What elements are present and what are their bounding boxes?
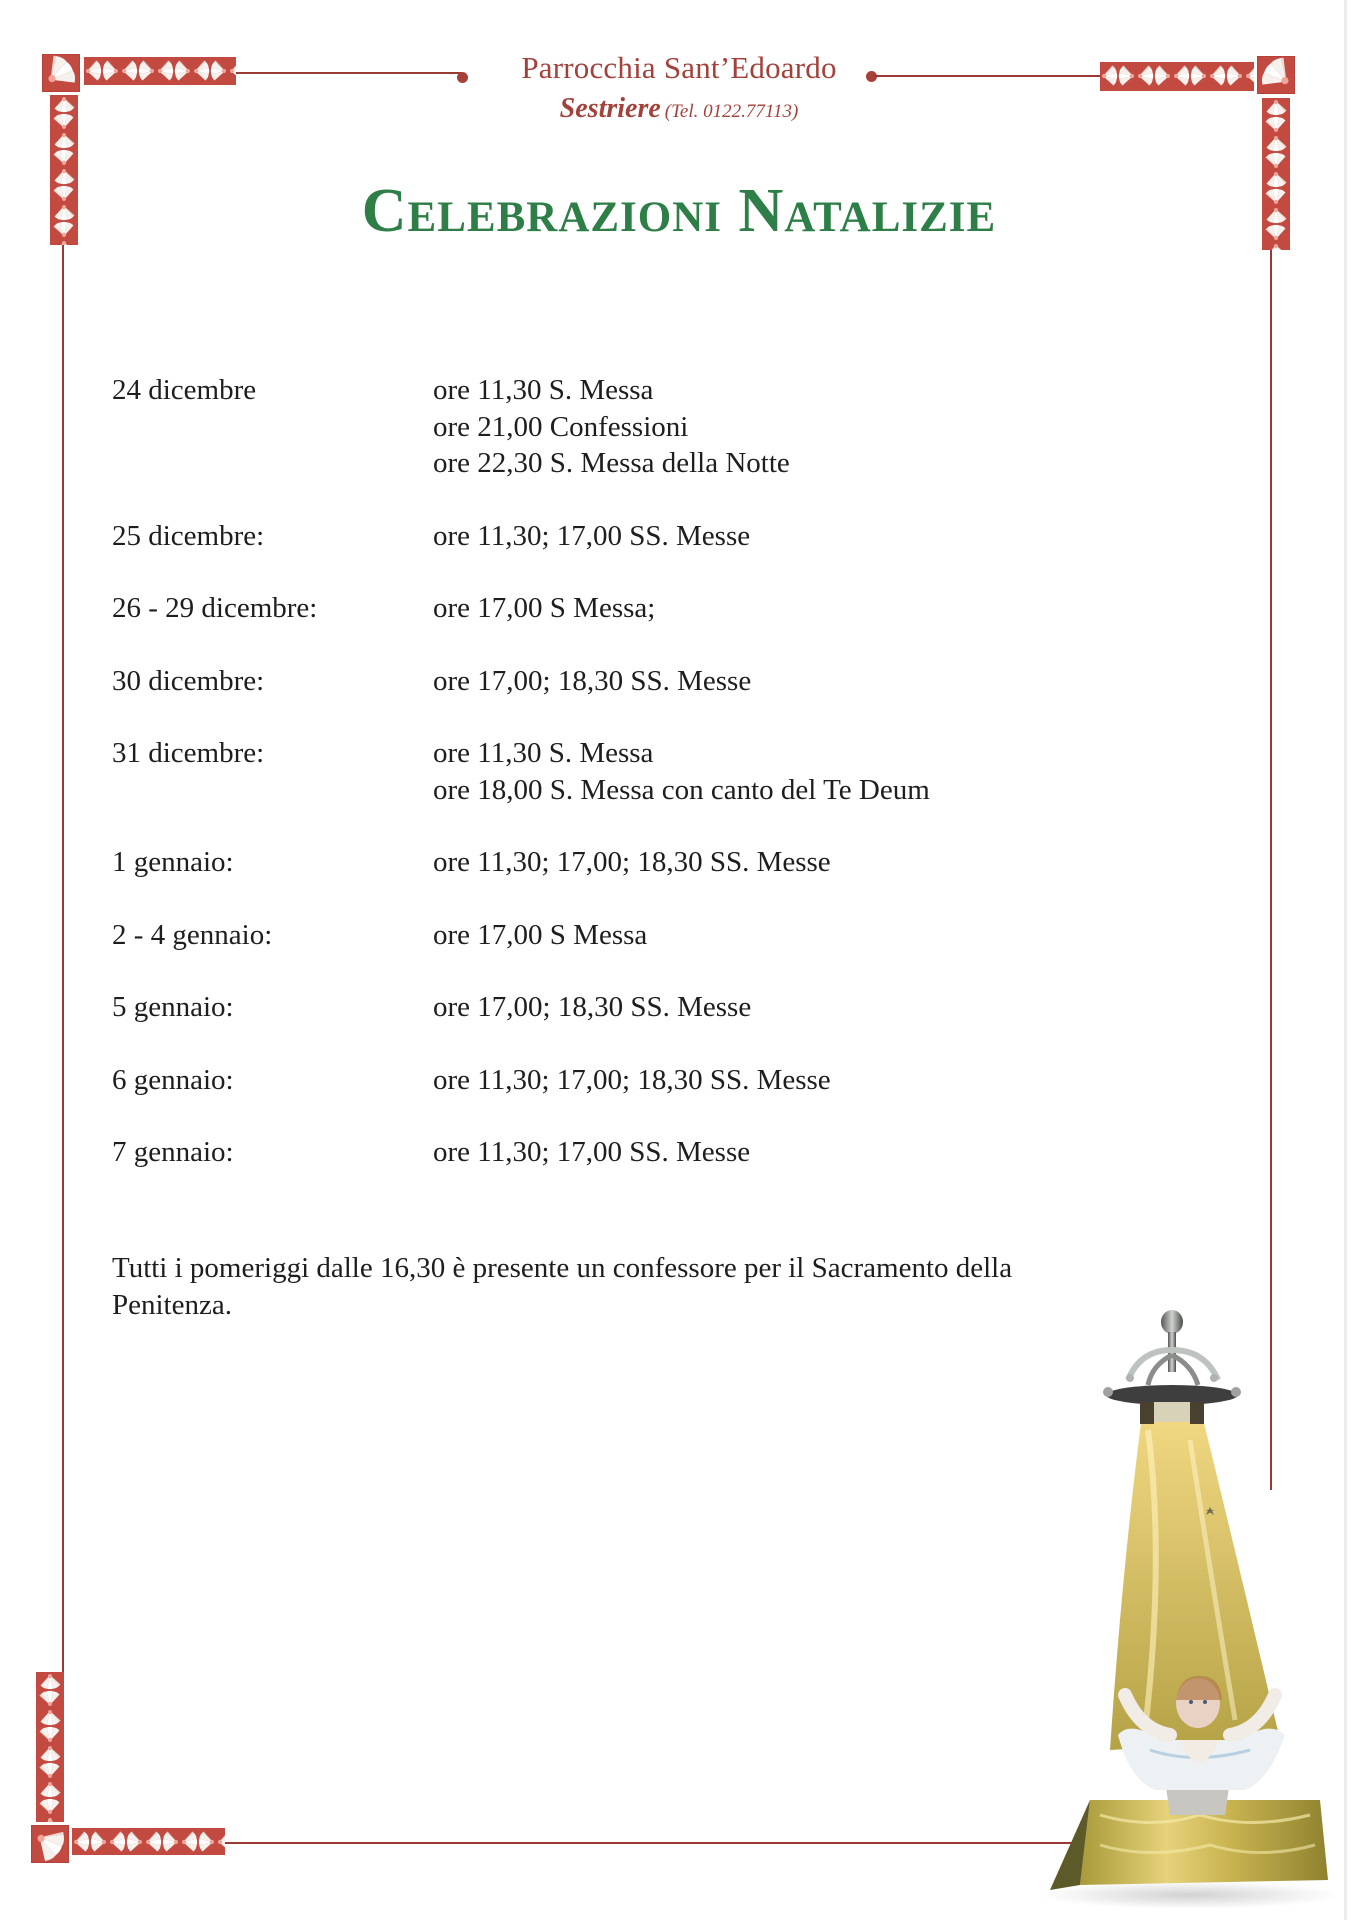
schedule-time-entry: ore 18,00 S. Messa con canto del Te Deum bbox=[433, 773, 930, 806]
schedule-row bbox=[112, 1062, 1112, 1099]
town-name: Sestriere bbox=[559, 93, 661, 124]
schedule-time-entry: ore 17,00; 18,30 SS. Messe bbox=[433, 991, 752, 1023]
schedule-date: 1 gennaio: bbox=[112, 846, 234, 878]
corner-shell-ornament-bottom-left bbox=[31, 1825, 69, 1863]
crown bbox=[1103, 1310, 1241, 1424]
schedule-row bbox=[112, 590, 1112, 627]
schedule-row bbox=[112, 372, 1112, 482]
schedule-times bbox=[433, 917, 647, 954]
schedule-time-entry: ore 22,30 S. Messa della Notte bbox=[433, 447, 790, 479]
schedule-row bbox=[112, 844, 1112, 881]
schedule-times bbox=[433, 518, 750, 555]
frame-line-bottom bbox=[225, 1842, 1075, 1844]
phone-number: (Tel. 0122.77113) bbox=[664, 101, 799, 122]
schedule-time-entry: ore 17,00 S Messa bbox=[433, 918, 648, 951]
parish-location bbox=[0, 93, 1358, 125]
schedule-times bbox=[433, 1134, 750, 1171]
celebration-schedule bbox=[112, 372, 1112, 1207]
frame-line-right bbox=[1270, 250, 1272, 1490]
schedule-time-entry: ore 11,30; 17,00; 18,30 SS. Messe bbox=[433, 1063, 831, 1096]
schedule-date: 25 dicembre: bbox=[112, 519, 265, 552]
schedule-row bbox=[112, 1134, 1112, 1171]
schedule-date: 2 - 4 gennaio: bbox=[112, 918, 273, 951]
schedule-date: 7 gennaio: bbox=[112, 1136, 234, 1168]
schedule-time-entry: ore 11,30 S. Messa bbox=[433, 737, 654, 769]
schedule-time-entry: ore 21,00 Confessioni bbox=[433, 410, 689, 443]
schedule-row bbox=[112, 735, 1112, 808]
schedule-time-entry: ore 11,30; 17,00 SS. Messe bbox=[433, 519, 751, 552]
schedule-date: 26 - 29 dicembre: bbox=[112, 592, 318, 624]
schedule-time-entry: ore 17,00; 18,30 SS. Messe bbox=[433, 664, 752, 697]
schedule-date: 31 dicembre: bbox=[112, 737, 265, 769]
schedule-time-entry: ore 11,30; 17,00 SS. Messe bbox=[433, 1136, 751, 1168]
schedule-row bbox=[112, 989, 1112, 1026]
schedule-times bbox=[433, 372, 790, 482]
schedule-times bbox=[433, 735, 930, 808]
ornament-bar-bottom-left-vertical bbox=[36, 1672, 64, 1822]
schedule-date: 5 gennaio: bbox=[112, 991, 234, 1023]
schedule-date: 24 dicembre bbox=[112, 374, 257, 406]
schedule-time-entry: ore 17,00 S Messa; bbox=[433, 592, 656, 624]
schedule-times bbox=[433, 844, 831, 881]
baby-jesus-statue-image bbox=[1030, 1310, 1348, 1910]
schedule-time-entry: ore 11,30; 17,00; 18,30 SS. Messe bbox=[433, 846, 831, 878]
schedule-times bbox=[433, 663, 751, 700]
page-title: Celebrazioni Natalizie bbox=[361, 177, 997, 245]
parish-name: Parrocchia Sant’Edoardo bbox=[521, 50, 837, 85]
ornament-bar-bottom-left-horizontal bbox=[72, 1828, 225, 1855]
confession-note: Tutti i pomeriggi dalle 16,30 è presente un confessore per il Sacramento della Penitenza. bbox=[112, 1252, 1013, 1321]
schedule-row bbox=[112, 917, 1112, 954]
schedule-date: 30 dicembre: bbox=[112, 664, 265, 697]
schedule-time-entry: ore 11,30 S. Messa bbox=[433, 374, 654, 406]
statue-shadow bbox=[1040, 1881, 1340, 1909]
frame-line-left bbox=[62, 245, 64, 1672]
schedule-row bbox=[112, 663, 1112, 700]
schedule-times bbox=[433, 590, 655, 627]
schedule-date: 6 gennaio: bbox=[112, 1063, 234, 1096]
schedule-times bbox=[433, 1062, 831, 1099]
schedule-times bbox=[433, 989, 751, 1026]
schedule-row bbox=[112, 518, 1112, 555]
